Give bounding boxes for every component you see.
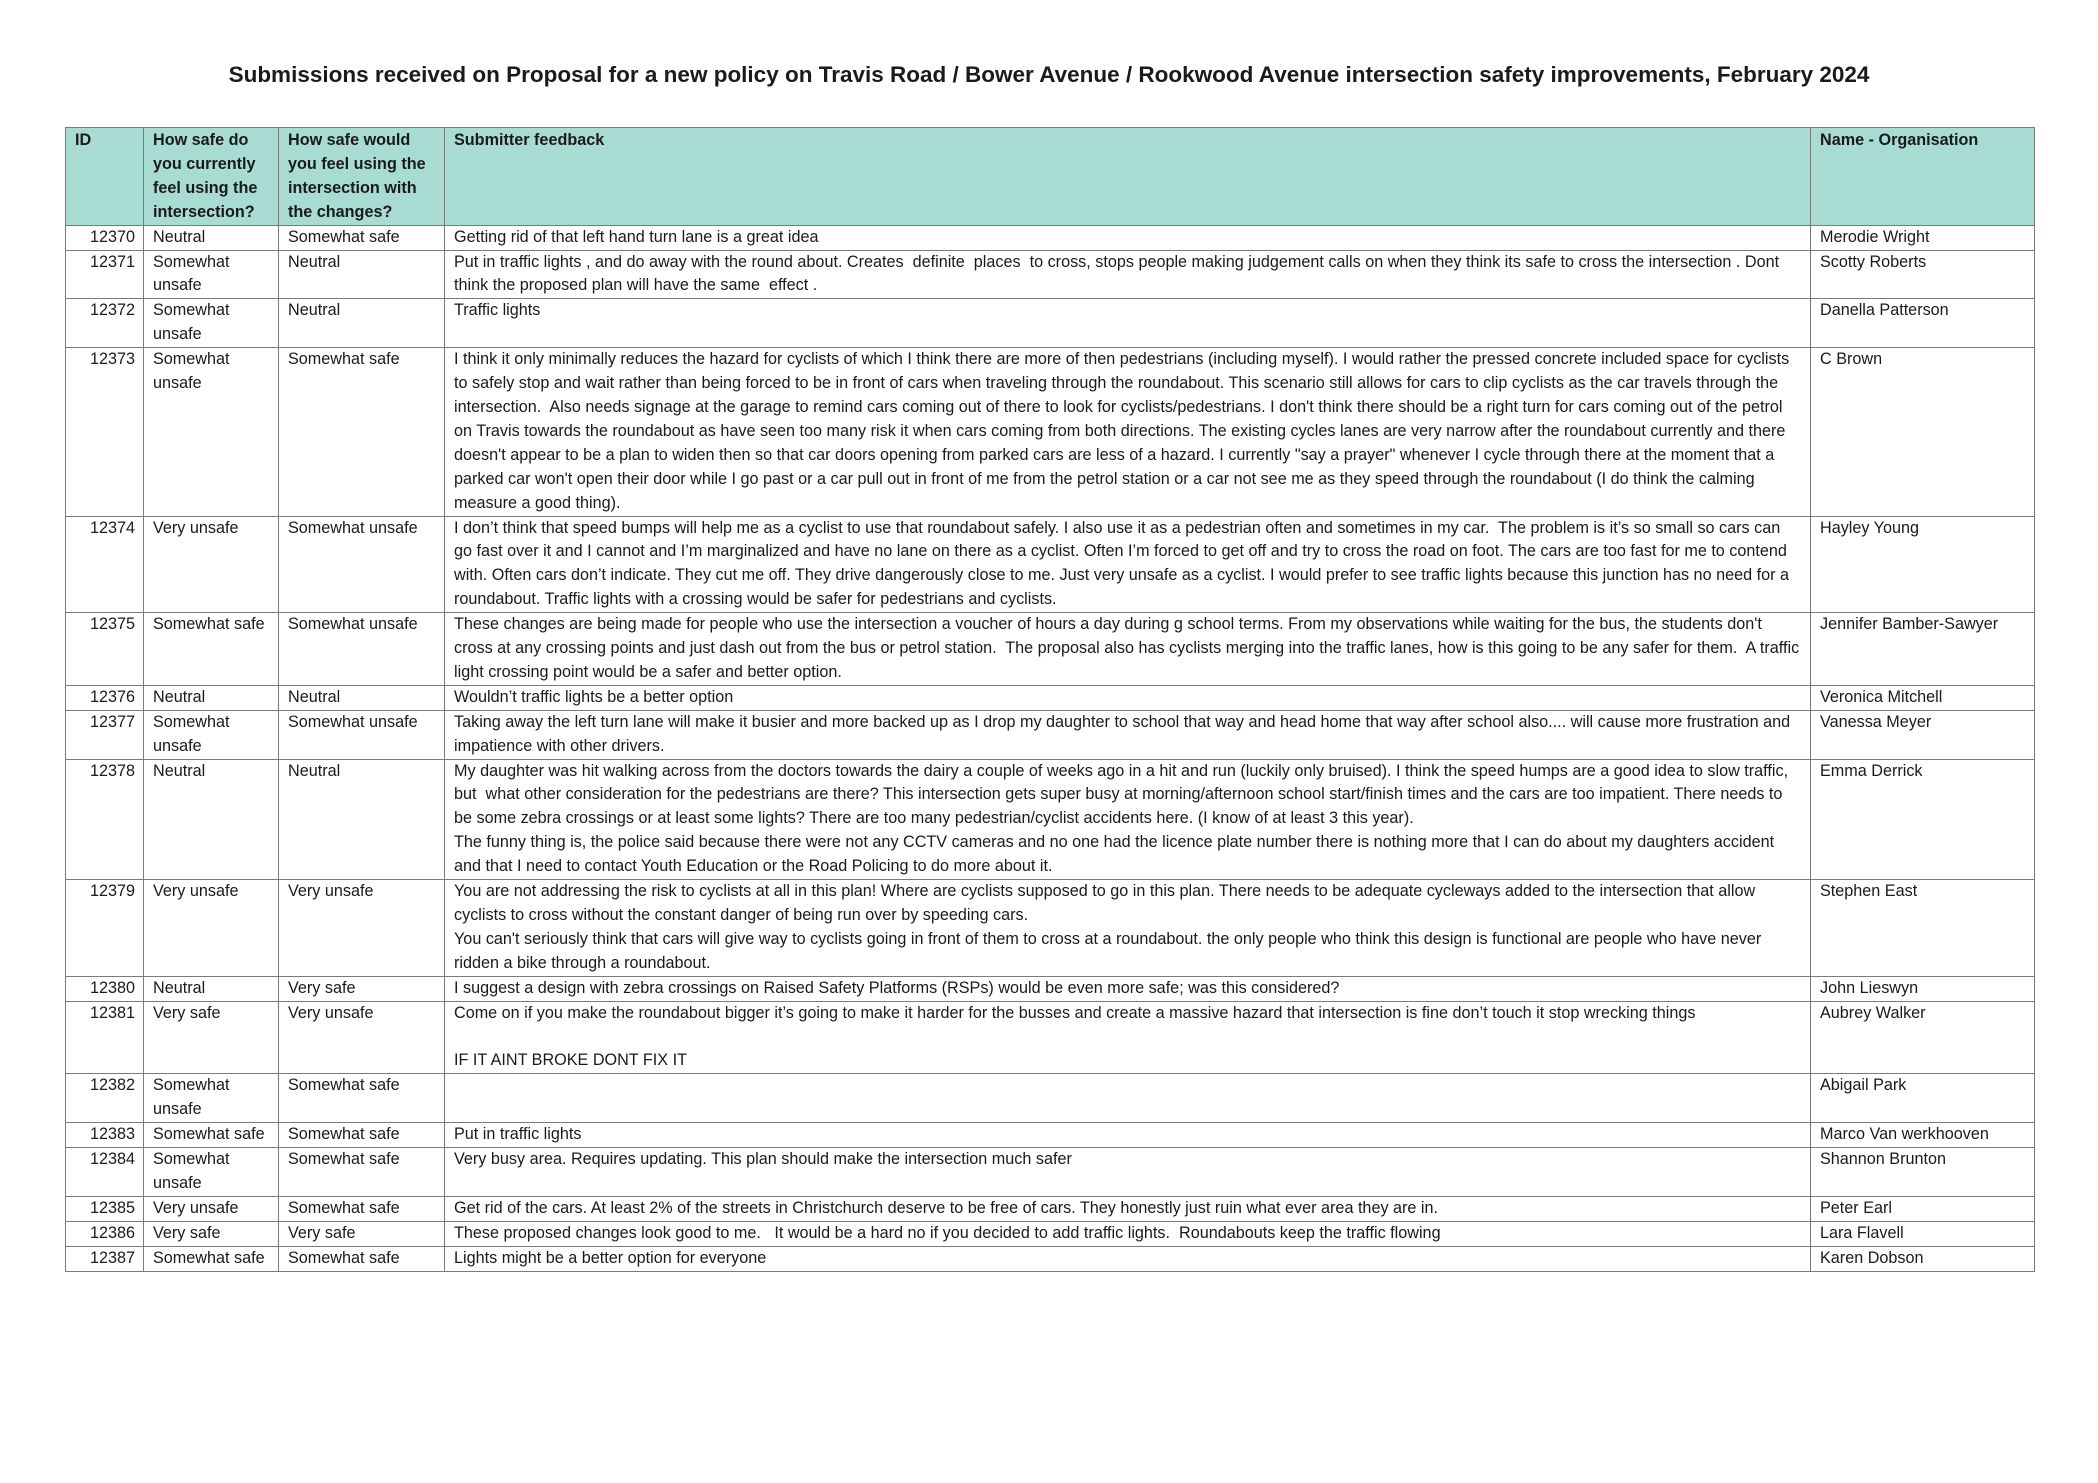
table-row <box>66 1001 2035 1074</box>
submission-id: 12380 <box>66 976 144 1001</box>
future-safety: Somewhat safe <box>279 225 445 250</box>
feedback-paragraph: I think it only minimally reduces the hazard for cyclists of which I think there are more of then pedestrians (including myself). I would rather the pressed concrete included space for cyclists to safely stop and wait rather than being forced to be in front of cars when traveling through the roundabout. This scenario still allows for cars to clip cyclists as the car travels through the intersection. Also needs signage at the garage to remind cars coming out of there to look for cyclists/pedestrians. I don't think there should be a right turn for cars coming out of the petrol on Travis towards the roundabout as have seen too many risk it when cars coming from both directions. The existing cycles lanes are very narrow after the roundabout currently and there doesn't appear to be a plan to widen then so that car doors opening from parked cars are less of a hazard. I currently "say a prayer" whenever I cycle through there at the moment that a parked car won't open their door while I go past or a car pull out in front of me from the petrol station or a car not see me as they speed through the roundabout (I do think the calming measure a good thing). <box>454 350 1794 512</box>
submitter-name: Vanessa Meyer <box>1811 710 2035 759</box>
submission-id: 12384 <box>66 1148 144 1197</box>
table-row <box>66 516 2035 613</box>
table-body <box>66 225 2035 1271</box>
submission-id: 12374 <box>66 516 144 613</box>
current-safety: Somewhat unsafe <box>144 1074 279 1123</box>
feedback-paragraph: My daughter was hit walking across from the doctors towards the dairy a couple of weeks ago in a hit and run (luckily only bruised). I think the speed humps are a good idea to slow traffic, but what other consideration for the pedestrians are there? This intersection gets super busy at morning/afternoon school start/finish times and the cars are too impatient. There needs to be some zebra crossings or at least some lights? There are too many pedestrian/cyclist accidents here. (I know of at least 3 this year). <box>454 761 1793 828</box>
current-safety: Somewhat unsafe <box>144 250 279 299</box>
table-row <box>66 759 2035 880</box>
submission-id: 12382 <box>66 1074 144 1123</box>
future-safety: Somewhat safe <box>279 1074 445 1123</box>
header-feedback: Submitter feedback <box>445 128 1811 226</box>
submitter-feedback <box>445 348 1811 516</box>
future-safety: Very unsafe <box>279 1001 445 1074</box>
submission-id: 12386 <box>66 1221 144 1246</box>
submitter-name: Scotty Roberts <box>1811 250 2035 299</box>
submitter-feedback <box>445 1074 1811 1123</box>
submitter-name: Veronica Mitchell <box>1811 685 2035 710</box>
table-row <box>66 299 2035 348</box>
page-title: Submissions received on Proposal for a new policy on Travis Road / Bower Avenue / Rookwood Avenue intersection safety improvements, February 2024 <box>228 62 1870 87</box>
feedback-paragraph: You are not addressing the risk to cyclists at all in this plan! Where are cyclists supposed to go in this plan. There needs to be adequate cycleways added to the intersection that allow cyclists to cross without the constant danger of being run over by speeding cars. <box>454 882 1760 924</box>
current-safety: Neutral <box>144 976 279 1001</box>
submitter-name: C Brown <box>1811 348 2035 516</box>
table-row <box>66 976 2035 1001</box>
future-safety: Somewhat safe <box>279 1123 445 1148</box>
future-safety: Neutral <box>279 250 445 299</box>
table-row <box>66 1074 2035 1123</box>
current-safety: Somewhat unsafe <box>144 1148 279 1197</box>
current-safety: Neutral <box>144 225 279 250</box>
submission-id: 12387 <box>66 1246 144 1271</box>
submission-id: 12372 <box>66 299 144 348</box>
submitter-name: John Lieswyn <box>1811 976 2035 1001</box>
submitter-feedback <box>445 613 1811 686</box>
feedback-paragraph: Getting rid of that left hand turn lane is a great idea <box>454 227 819 246</box>
submission-id: 12377 <box>66 710 144 759</box>
submitter-name: Marco Van werkhooven <box>1811 1123 2035 1148</box>
table-row <box>66 225 2035 250</box>
current-safety: Very safe <box>144 1221 279 1246</box>
submitter-feedback <box>445 880 1811 977</box>
future-safety: Somewhat safe <box>279 1246 445 1271</box>
feedback-paragraph: These proposed changes look good to me. It would be a hard no if you decided to add traffic lights. Roundabouts keep the traffic flowing <box>454 1223 1441 1242</box>
submitter-name: Hayley Young <box>1811 516 2035 613</box>
submitter-name: Jennifer Bamber-Sawyer <box>1811 613 2035 686</box>
submitter-name: Stephen East <box>1811 880 2035 977</box>
submitter-feedback <box>445 1221 1811 1246</box>
header-current-safety: How safe do you currently feel using the intersection? <box>144 128 279 226</box>
table-row <box>66 880 2035 977</box>
submitter-feedback <box>445 685 1811 710</box>
submitter-feedback <box>445 225 1811 250</box>
header-id: ID <box>66 128 144 226</box>
table-row <box>66 250 2035 299</box>
current-safety: Somewhat safe <box>144 1246 279 1271</box>
submitter-feedback <box>445 1001 1811 1074</box>
future-safety: Neutral <box>279 299 445 348</box>
submission-id: 12376 <box>66 685 144 710</box>
current-safety: Somewhat unsafe <box>144 299 279 348</box>
submitter-name: Danella Patterson <box>1811 299 2035 348</box>
feedback-paragraph: Lights might be a better option for everyone <box>454 1248 767 1267</box>
table-row <box>66 710 2035 759</box>
future-safety: Very safe <box>279 976 445 1001</box>
feedback-paragraph: You can't seriously think that cars will give way to cyclists going in front of them to cross at a roundabout. the only people who think this design is functional are people who have never ridden a bike through a roundabout. <box>454 929 1766 972</box>
future-safety: Very unsafe <box>279 880 445 977</box>
current-safety: Somewhat unsafe <box>144 710 279 759</box>
future-safety: Neutral <box>279 685 445 710</box>
current-safety: Somewhat safe <box>144 613 279 686</box>
submission-id: 12373 <box>66 348 144 516</box>
submitter-feedback <box>445 710 1811 759</box>
feedback-paragraph: I don’t think that speed bumps will help me as a cyclist to use that roundabout safely. I also use it as a pedestrian often and sometimes in my car. The problem is it’s so small so cars can go fast over it and I cannot and I’m marginalized and have no lane on there as a cyclist. Often I’m forced to get off and try to cross the road on foot. The cars are too fast for me to contend with. Often cars don’t indicate. They cut me off. They drive dangerously close to me. Just very unsafe as a cyclist. I would prefer to see traffic lights because this junction has no need for a roundabout. Traffic lights with a crossing would be safer for pedestrians and cyclists. <box>454 518 1794 609</box>
submitter-name: Emma Derrick <box>1811 759 2035 880</box>
feedback-paragraph: IF IT AINT BROKE DONT FIX IT <box>454 1051 687 1070</box>
future-safety: Neutral <box>279 759 445 880</box>
current-safety: Neutral <box>144 685 279 710</box>
table-row <box>66 1148 2035 1197</box>
future-safety: Somewhat unsafe <box>279 613 445 686</box>
feedback-paragraph: These changes are being made for people who use the intersection a voucher of hours a day during g school terms. From my observations while waiting for the bus, the students don't cross at any crossing points and just dash out from the bus or petrol station. The proposal also has cyclists merging into the traffic lanes, how is this going to be any safer for them. A traffic light crossing point would be a safer and better option. <box>454 615 1804 681</box>
submission-id: 12383 <box>66 1123 144 1148</box>
future-safety: Very safe <box>279 1221 445 1246</box>
submitter-feedback <box>445 250 1811 299</box>
submission-id: 12370 <box>66 225 144 250</box>
submitter-name: Karen Dobson <box>1811 1246 2035 1271</box>
submitter-feedback <box>445 1246 1811 1271</box>
submission-id: 12375 <box>66 613 144 686</box>
feedback-paragraph: Put in traffic lights <box>454 1125 582 1144</box>
feedback-paragraph-gap <box>454 1026 1802 1050</box>
table-row <box>66 348 2035 516</box>
submitter-name: Peter Earl <box>1811 1196 2035 1221</box>
submitter-name: Lara Flavell <box>1811 1221 2035 1246</box>
submitter-feedback <box>445 976 1811 1001</box>
table-row <box>66 1196 2035 1221</box>
submitter-feedback <box>445 1123 1811 1148</box>
submission-id: 12371 <box>66 250 144 299</box>
future-safety: Somewhat safe <box>279 348 445 516</box>
header-name-organisation: Name - Organisation <box>1811 128 2035 226</box>
current-safety: Very unsafe <box>144 516 279 613</box>
submission-id: 12378 <box>66 759 144 880</box>
submitter-name: Shannon Brunton <box>1811 1148 2035 1197</box>
table-header-row <box>66 128 2035 226</box>
table-row <box>66 1221 2035 1246</box>
submitter-feedback <box>445 1196 1811 1221</box>
table-row <box>66 685 2035 710</box>
current-safety: Very unsafe <box>144 1196 279 1221</box>
table-row <box>66 1246 2035 1271</box>
submitter-feedback <box>445 759 1811 880</box>
current-safety: Very safe <box>144 1001 279 1074</box>
feedback-paragraph: Come on if you make the roundabout bigger it’s going to make it harder for the busses and create a massive hazard that intersection is fine don’t touch it stop wrecking things <box>454 1003 1696 1022</box>
submissions-table <box>65 127 2035 1272</box>
submitter-feedback <box>445 1148 1811 1197</box>
submission-id: 12381 <box>66 1001 144 1074</box>
current-safety: Very unsafe <box>144 880 279 977</box>
table-row <box>66 613 2035 686</box>
feedback-paragraph: I suggest a design with zebra crossings on Raised Safety Platforms (RSPs) would be even more safe; was this considered? <box>454 978 1340 997</box>
submission-id: 12379 <box>66 880 144 977</box>
future-safety: Somewhat safe <box>279 1148 445 1197</box>
current-safety: Somewhat safe <box>144 1123 279 1148</box>
feedback-paragraph: Very busy area. Requires updating. This plan should make the intersection much safer <box>454 1150 1072 1169</box>
submission-id: 12385 <box>66 1196 144 1221</box>
submitter-name: Abigail Park <box>1811 1074 2035 1123</box>
feedback-paragraph: Get rid of the cars. At least 2% of the streets in Christchurch deserve to be free of cars. They honestly just ruin what ever area they are in. <box>454 1198 1439 1217</box>
future-safety: Somewhat unsafe <box>279 516 445 613</box>
feedback-paragraph: Traffic lights <box>454 301 541 320</box>
feedback-paragraph: The funny thing is, the police said because there were not any CCTV cameras and no one had the licence plate number there is nothing more that I can do about my daughters accident and that I need to contact Youth Education or the Road Policing to do more about it. <box>454 833 1779 876</box>
table-row <box>66 1123 2035 1148</box>
feedback-paragraph: Taking away the left turn lane will make it busier and more backed up as I drop my daughter to school that way and head home that way after school also.... will cause more frustration and impatience with other drivers. <box>454 712 1795 755</box>
future-safety: Somewhat unsafe <box>279 710 445 759</box>
future-safety: Somewhat safe <box>279 1196 445 1221</box>
feedback-paragraph: Wouldn’t traffic lights be a better option <box>454 687 734 706</box>
submitter-name: Aubrey Walker <box>1811 1001 2035 1074</box>
current-safety: Neutral <box>144 759 279 880</box>
submitter-name: Merodie Wright <box>1811 225 2035 250</box>
feedback-paragraph: Put in traffic lights , and do away with the round about. Creates definite places to cross, stops people making judgement calls on when they think its safe to cross the intersection . Dont think the proposed plan will have the same effect . <box>454 252 1784 295</box>
current-safety: Somewhat unsafe <box>144 348 279 516</box>
submitter-feedback <box>445 299 1811 348</box>
submitter-feedback <box>445 516 1811 613</box>
header-future-safety: How safe would you feel using the intersection with the changes? <box>279 128 445 226</box>
